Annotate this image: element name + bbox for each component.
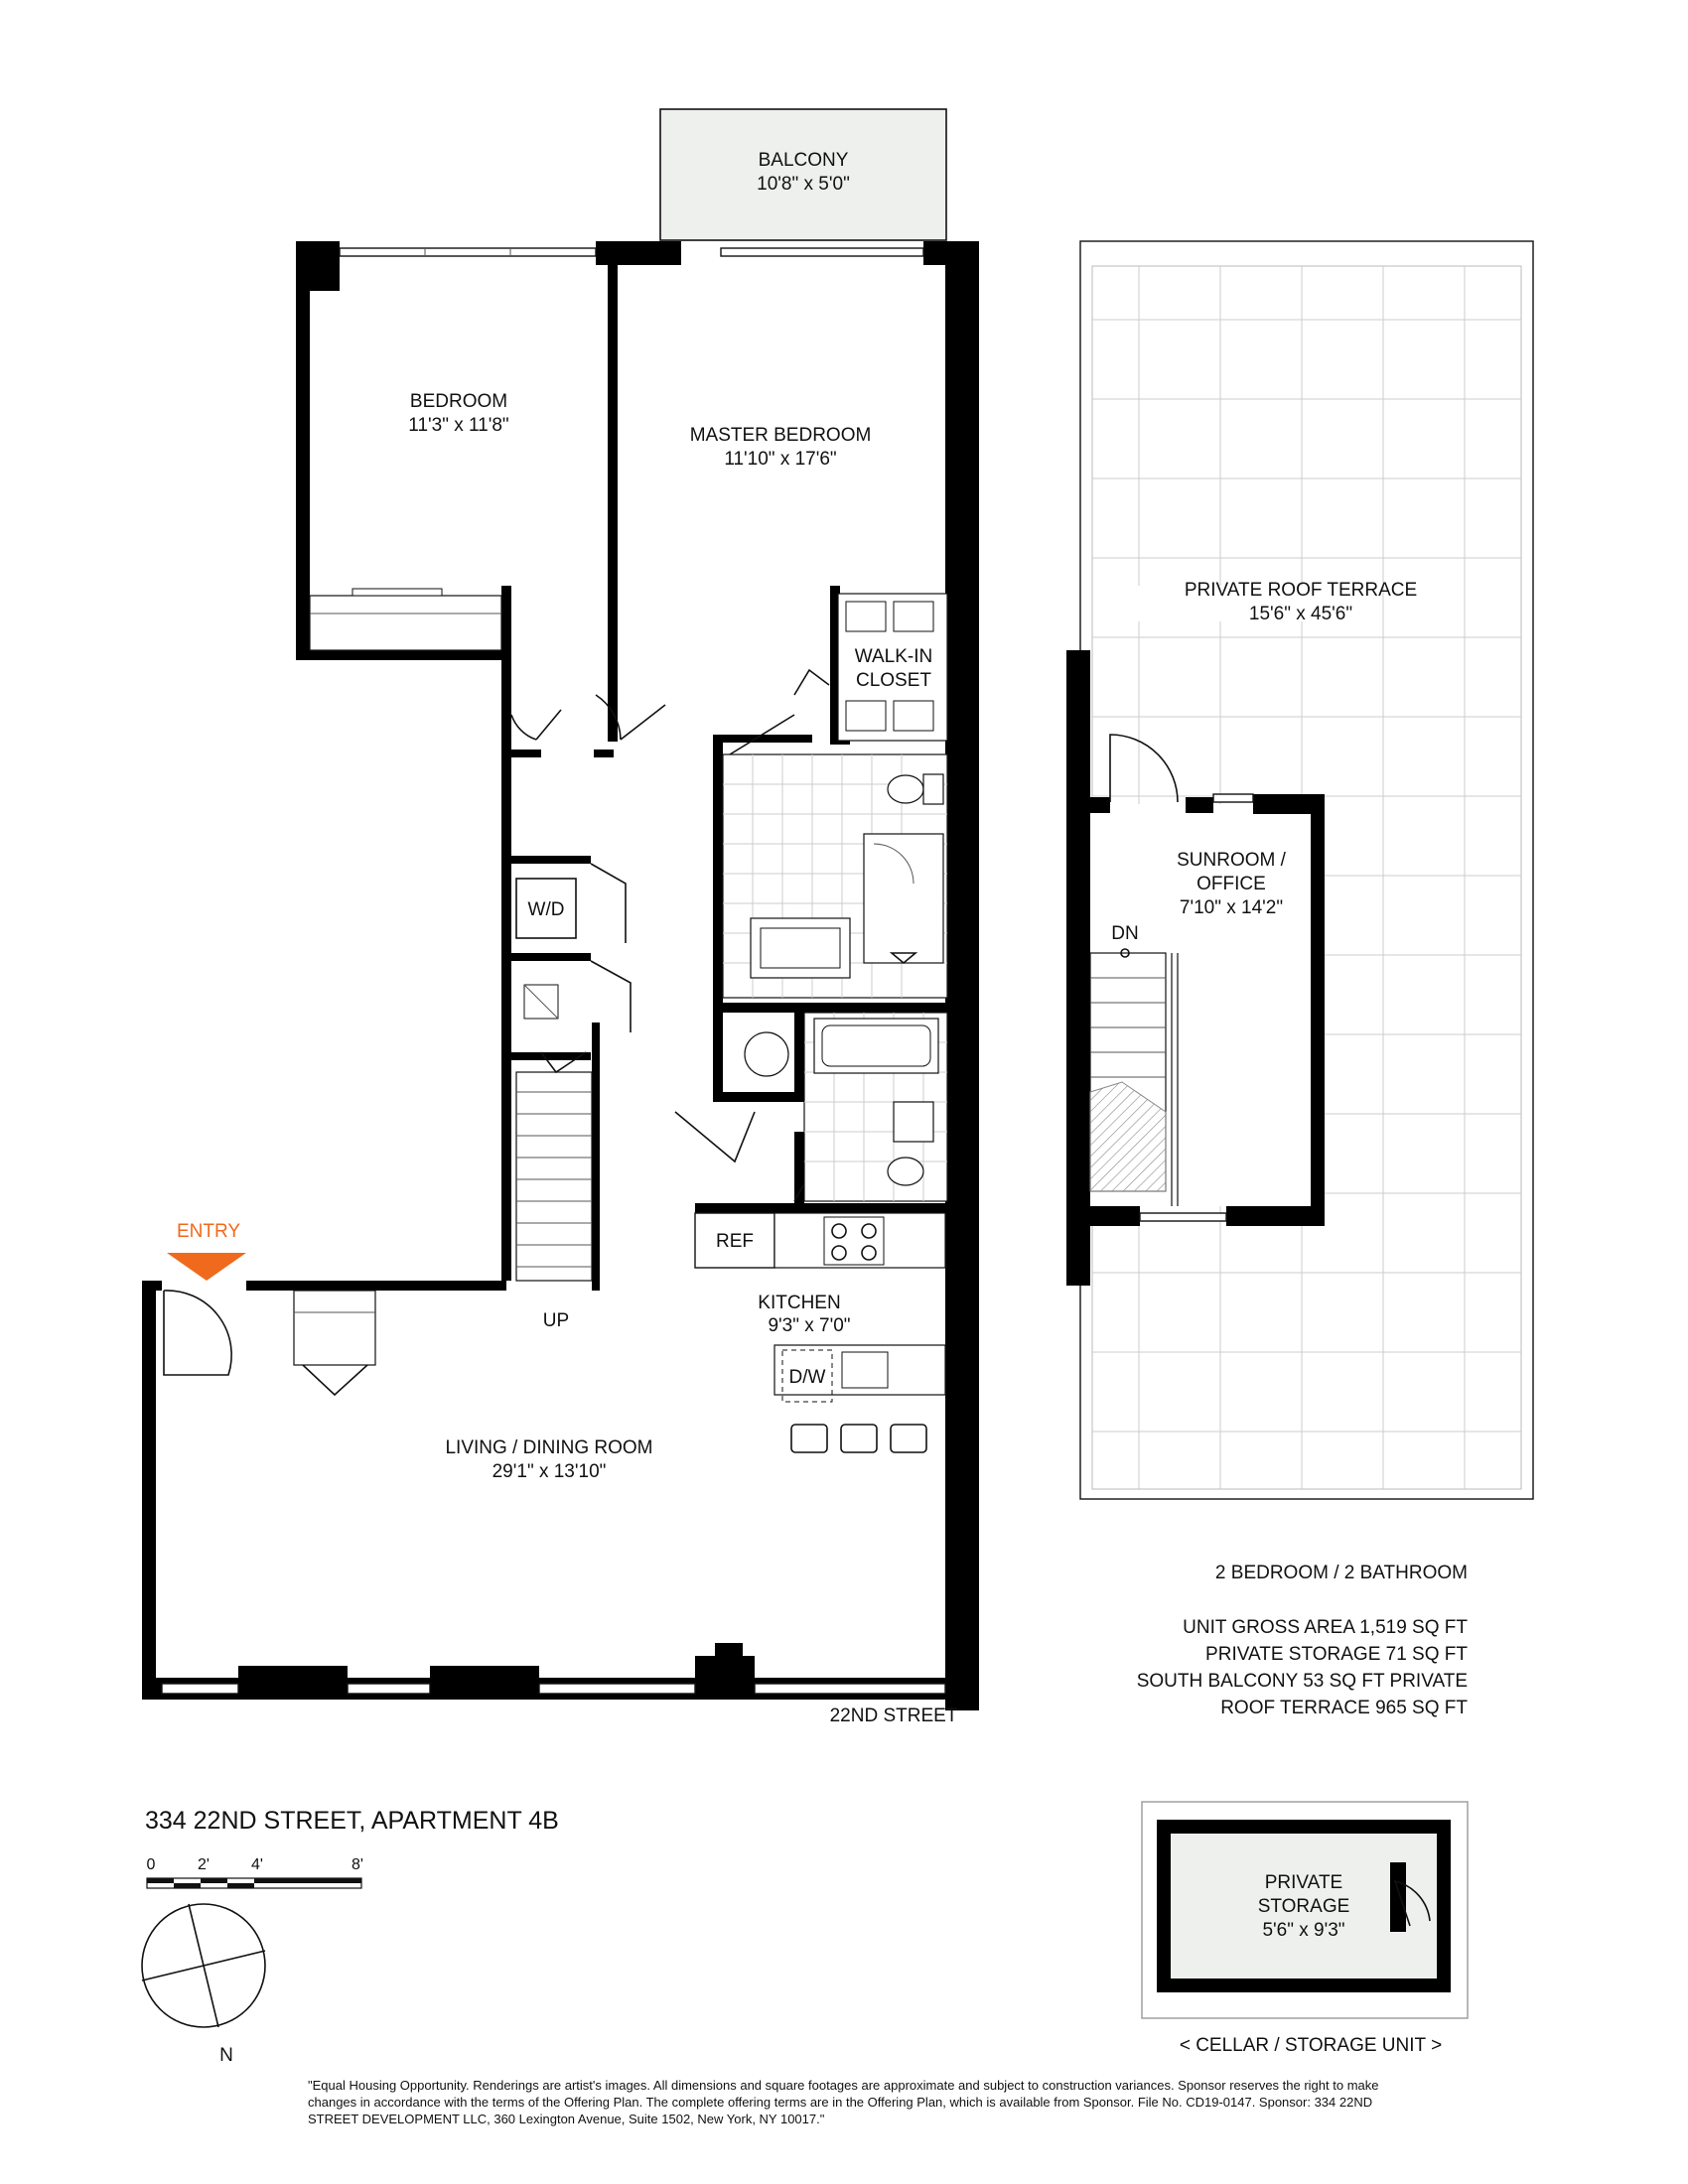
balcony-dims: 10'8" x 5'0" <box>757 174 850 195</box>
scale-label-0: 0 <box>146 1856 156 1873</box>
walk-in-line1: WALK-IN <box>854 646 933 667</box>
north-label: N <box>219 2045 233 2066</box>
sunroom-dims: 7'10" x 14'2" <box>1179 897 1284 918</box>
second-bathroom <box>804 1013 947 1201</box>
area-roof: ROOF TERRACE 965 SQ FT <box>1220 1698 1468 1718</box>
storage-line1: PRIVATE <box>1264 1872 1343 1893</box>
area-gross: UNIT GROSS AREA 1,519 SQ FT <box>1183 1617 1468 1638</box>
street-label: 22ND STREET <box>829 1706 958 1726</box>
washer-dryer <box>516 879 576 1019</box>
kitchen-name: KITCHEN <box>758 1293 841 1313</box>
dw-label: D/W <box>788 1367 826 1388</box>
unit-type: 2 BEDROOM / 2 BATHROOM <box>1214 1563 1468 1583</box>
legal-disclaimer: "Equal Housing Opportunity. Renderings are artist's images. All dimensions and square footages are approximate and subject to construction variances. Sponsor reserves the right to make changes in accordance with the terms of the Offering Plan. The complete offering terms are in the Offering Plan, which is available from Sponsor. File No. CD19-0147. Sponsor: 334 22ND STREET DEVELOPMENT LLC, 360 Lexington Avenue, Suite 1502, New York, NY 10017." <box>308 2078 1379 2126</box>
scale-label-2: 2' <box>198 1856 210 1873</box>
entry-arrow-icon <box>167 1253 246 1281</box>
master-bathroom <box>723 754 947 998</box>
scale-label-8: 8' <box>352 1856 363 1873</box>
master-bedroom-name: MASTER BEDROOM <box>689 425 872 446</box>
storage-dims: 5'6" x 9'3" <box>1262 1920 1345 1941</box>
area-balcony: SOUTH BALCONY 53 SQ FT PRIVATE <box>1136 1671 1468 1692</box>
storage-line2: STORAGE <box>1257 1896 1350 1917</box>
balcony <box>660 109 946 240</box>
unit-summary <box>1137 1563 1469 1718</box>
ref-label: REF <box>716 1231 754 1252</box>
roof-terrace-dims: 15'6" x 45'6" <box>1248 604 1353 624</box>
balcony-name: BALCONY <box>758 150 849 171</box>
round-closet <box>745 1032 788 1076</box>
compass <box>142 1904 265 2066</box>
kitchen-dims: 9'3" x 7'0" <box>768 1315 851 1336</box>
entry-marker <box>167 1221 246 1281</box>
stairs-up-label: UP <box>542 1310 570 1331</box>
address-title: 334 22ND STREET, APARTMENT 4B <box>145 1807 559 1835</box>
walk-in-line2: CLOSET <box>855 670 932 691</box>
living-dining-name: LIVING / DINING ROOM <box>445 1437 653 1458</box>
sunroom-line2: OFFICE <box>1196 874 1266 894</box>
wd-label: W/D <box>527 899 565 920</box>
entry-closet <box>294 1291 375 1395</box>
bedroom-name: BEDROOM <box>409 391 508 412</box>
kitchen <box>695 1213 945 1452</box>
scale-bar <box>147 1856 363 1888</box>
living-dining-dims: 29'1" x 13'10" <box>492 1461 607 1482</box>
roof-terrace-name: PRIVATE ROOF TERRACE <box>1184 580 1418 601</box>
sunroom-line1: SUNROOM / <box>1177 850 1286 871</box>
bedroom-dims: 11'3" x 11'8" <box>408 415 509 436</box>
stairs-down-label: DN <box>1111 923 1139 944</box>
master-bedroom-dims: 11'10" x 17'6" <box>724 449 837 470</box>
bedroom-closet <box>310 589 501 650</box>
scale-label-4: 4' <box>251 1856 263 1873</box>
stairs-up <box>516 1072 592 1331</box>
walk-in-closet <box>838 594 947 741</box>
cellar-storage <box>1142 1802 1468 2056</box>
cellar-caption: < CELLAR / STORAGE UNIT > <box>1179 2035 1443 2056</box>
area-storage: PRIVATE STORAGE 71 SQ FT <box>1205 1644 1468 1665</box>
entry-label: ENTRY <box>176 1221 241 1242</box>
